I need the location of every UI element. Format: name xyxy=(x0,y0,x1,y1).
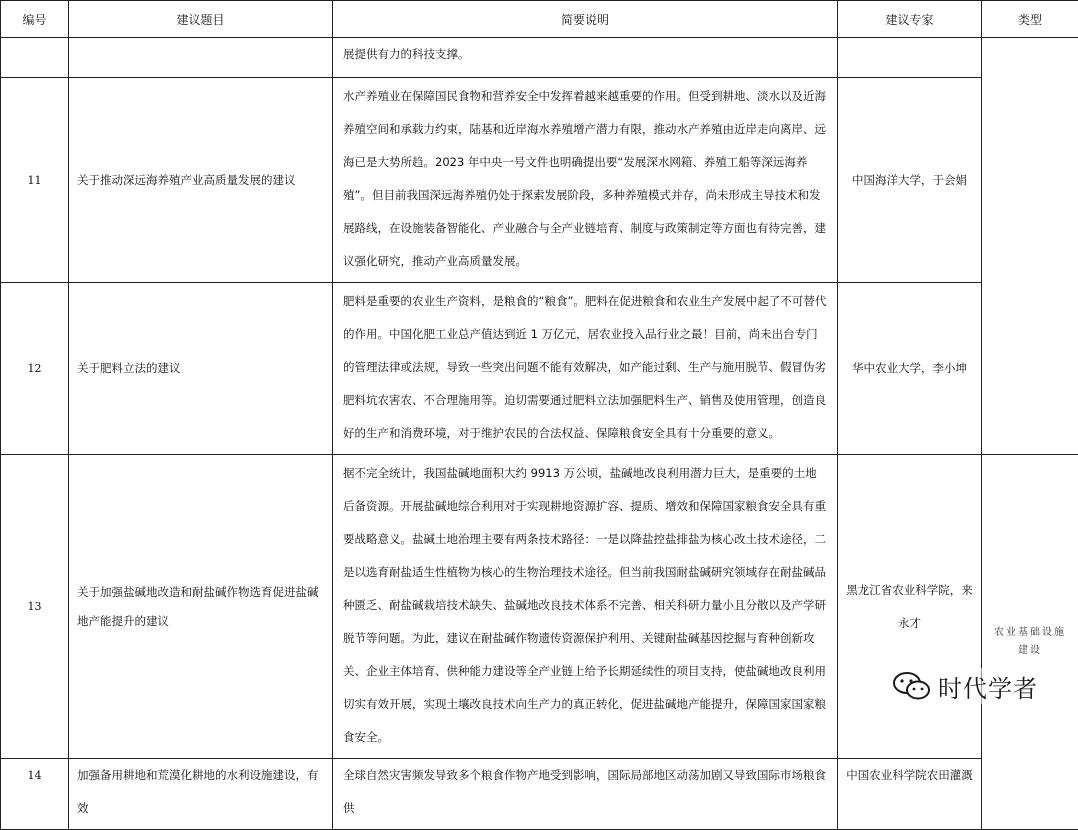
watermark xyxy=(886,668,1044,704)
header-expert: 建议专家 xyxy=(838,1,982,38)
table-row xyxy=(1,455,1078,759)
row-desc: 水产养殖业在保障国民食物和营养安全中发挥着越来越重要的作用。但受到耕地、淡水以及近海养殖空间和承载力约束，陆基和近岸海水养殖增产潜力有限，推动水产养殖由近岸走向离岸、远海已是大势所趋。2023 年中央一号文件也明确提出要“发展深水网箱、养殖工船等深远海养殖”。但目前我国深远海养殖仍处于探索发展阶段，多种养殖模式并存，尚未形成主导技术和发展路线，在设施装备智能化、产业融合与全产业链培育、制度与政策制定等方面也有待完善，建议强化研究，推动产业高质量发展。 xyxy=(333,78,838,283)
row-expert: 华中农业大学，李小坤 xyxy=(838,283,982,455)
row-num: 12 xyxy=(1,283,69,455)
row-expert xyxy=(838,38,982,78)
row-expert: 中国海洋大学，于会娟 xyxy=(838,78,982,283)
row-num xyxy=(1,38,69,78)
header-type: 类型 xyxy=(982,1,1078,38)
row-desc: 展提供有力的科技支撑。 xyxy=(333,38,838,78)
header-num: 编号 xyxy=(1,1,69,38)
header-desc: 简要说明 xyxy=(333,1,838,38)
row-desc: 肥料是重要的农业生产资料，是粮食的“粮食”。肥料在促进粮食和农业生产发展中起了不可替代的作用。中国化肥工业总产值达到近 1 万亿元，居农业投入品行业之最！目前，尚未出台专门的管理法律或法规，导致一些突出问题不能有效解决，如产能过剩、生产与施用脱节、假冒伪劣肥料坑农害农、不合理施用等。迫切需要通过肥料立法加强肥料生产、销售及使用管理，创造良好的生产和消费环境，对于维护农民的合法权益、保障粮食安全具有十分重要的意义。 xyxy=(333,283,838,455)
row-title xyxy=(69,38,333,78)
row-desc: 据不完全统计，我国盐碱地面积大约 9913 万公顷，盐碱地改良利用潜力巨大，是重要的土地后备资源。开展盐碱地综合利用对于实现耕地资源扩容、提质、增效和保障国家粮食安全具有重要战略意义。盐碱土地治理主要有两条技术路径：一是以降盐控盐排盐为核心改土技术途径，二是以选育耐盐适生性植物为核心的生物治理技术途径。但当前我国耐盐碱研究领域存在耐盐碱品种匮乏、耐盐碱栽培技术缺失、盐碱地改良技术体系不完善、相关科研力量小且分散以及产学研脱节等问题。为此，建议在耐盐碱作物遗传资源保护利用、关键耐盐碱基因挖掘与育种创新攻关、企业主体培育、供种能力建设等全产业链上给予长期延续性的项目支持，使盐碱地改良利用切实有效开展，实现土壤改良技术向生产力的真正转化，促进盐碱地产能提升，保障国家国家粮食安全。 xyxy=(333,455,838,759)
row-type-empty xyxy=(982,38,1078,455)
watermark-text: 时代学者 xyxy=(938,669,1038,704)
table-row xyxy=(1,78,1078,283)
header-title: 建议题目 xyxy=(69,1,333,38)
row-num: 13 xyxy=(1,455,69,759)
row-title: 关于推动深远海养殖产业高质量发展的建议 xyxy=(69,78,333,283)
row-expert: 中国农业科学院农田灌溉 xyxy=(838,759,982,830)
table-row xyxy=(1,38,1078,78)
row-desc: 全球自然灾害频发导致多个粮食作物产地受到影响，国际局部地区动荡加剧又导致国际市场粮食供 xyxy=(333,759,838,830)
header-row xyxy=(1,1,1078,38)
table-row xyxy=(1,283,1078,455)
row-num: 14 xyxy=(1,759,69,830)
table-row xyxy=(1,759,1078,830)
row-expert: 黑龙江省农业科学院，来永才 xyxy=(838,455,982,759)
row-num: 11 xyxy=(1,78,69,283)
row-title: 关于加强盐碱地改造和耐盐碱作物选育促进盐碱地产能提升的建议 xyxy=(69,455,333,759)
row-type: 农业基础设施建设 xyxy=(982,455,1078,830)
row-title: 关于肥料立法的建议 xyxy=(69,283,333,455)
wechat-icon xyxy=(892,671,932,701)
row-title: 加强备用耕地和荒漠化耕地的水利设施建设，有效 xyxy=(69,759,333,830)
